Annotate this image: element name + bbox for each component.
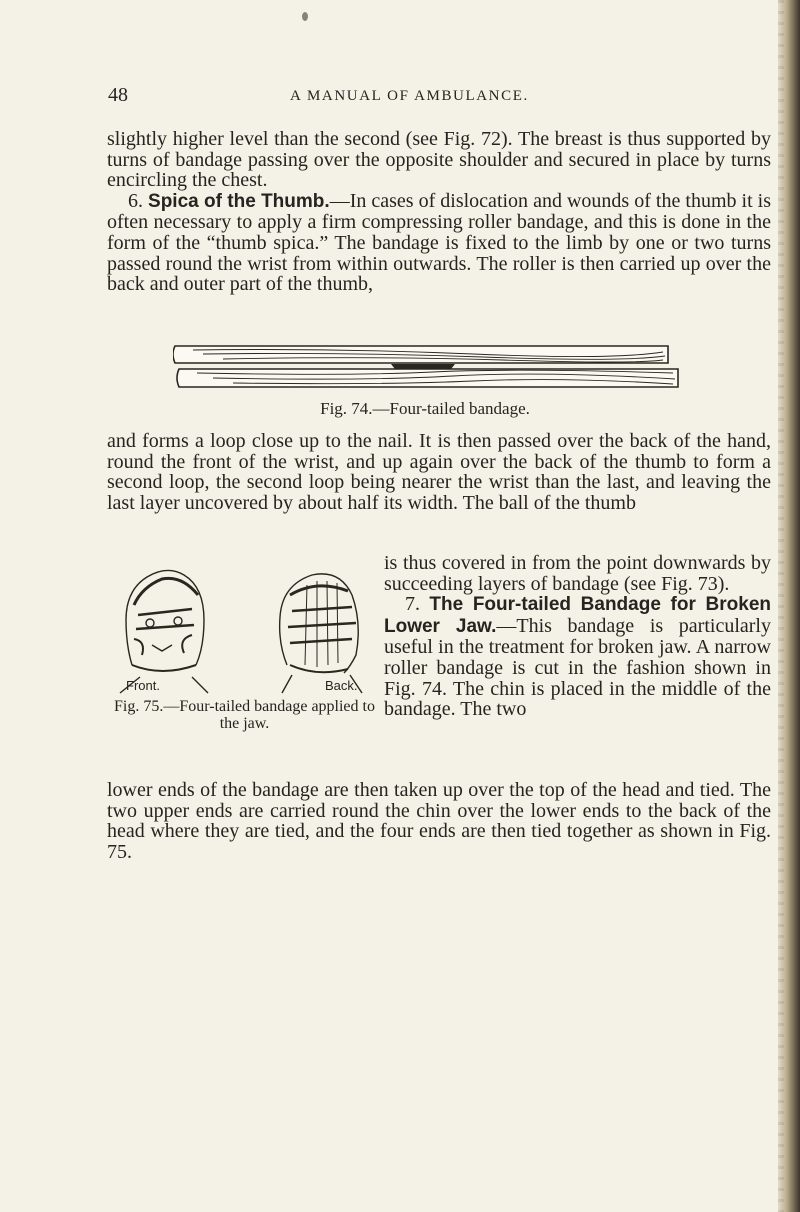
head-back-view (280, 574, 362, 693)
running-head: A MANUAL OF AMBULANCE. (290, 88, 529, 104)
four-tailed-bandage-figure (173, 343, 681, 389)
section-6 (107, 191, 771, 295)
figure-74-caption: Fig. 74.—Four-tailed bandage. (320, 399, 530, 418)
jaw-bandage-illustration (112, 565, 372, 695)
section-body: —This bandage is particularly useful in the treatment for broken jaw. A narrow roller bandage is cut in the fashion shown in Fig. 74. The chin is placed in the middle of the bandage. The two (384, 614, 771, 721)
section-body: —In cases of dislocation and wounds of the thumb it is often necessary to apply a firm compressing roller bandage, and this is done in the form of the “thumb spica.” The bandage is fixed to the limb by one or two turns passed round the wrist from within outwards. The roller is then carried up over the back and outer part of the thumb, (107, 189, 772, 296)
figure-75-caption: Fig. 75.—Four-tailed bandage applied to the jaw. (114, 698, 375, 732)
side-continuation: is thus covered in from the point downwards by succeeding layers of bandage (see Fig. 73). (384, 552, 771, 595)
figure-75-front-label: Front. (126, 678, 160, 693)
section-number: 6. (128, 189, 143, 212)
paper-speck (302, 12, 308, 21)
section-7 (384, 594, 771, 720)
section-heading-thumb-spica: Spica of the Thumb. (148, 190, 330, 212)
page-number: 48 (108, 84, 128, 106)
paragraph-lead: slightly higher level than the second (see Fig. 72). The breast is thus supported by turns of bandage passing over the opposite shoulder and secured in place by turns encircling the chest. (107, 128, 771, 192)
paragraph-thumb-spica (107, 129, 771, 295)
paragraph-jaw-bandage-continued: lower ends of the bandage are then taken up over the top of the head and tied. The two upper ends are carried round the chin over the lower ends to the back of the head where they are tied, and the four ends are then tied together as shown in Fig. 75. (107, 779, 771, 863)
page-header (0, 84, 800, 108)
head-front-view (120, 570, 208, 693)
page-edge-shadow (778, 0, 800, 1212)
section-number: 7. (405, 593, 420, 616)
figure-75-back-label: Back. (325, 678, 358, 693)
section-heading-four-tailed-bandage: The Four-tailed Bandage for Broken Lower Jaw. (384, 594, 772, 637)
side-column-text (384, 553, 771, 720)
paragraph-thumb-spica-continued: and forms a loop close up to the nail. It is then passed over the back of the hand, round the front of the wrist, and up again over the back of the thumb to form a second loop, the second loop being nearer the wrist than the last, and leaving the last layer uncovered by about half its width. The ball of the thumb (107, 430, 771, 514)
